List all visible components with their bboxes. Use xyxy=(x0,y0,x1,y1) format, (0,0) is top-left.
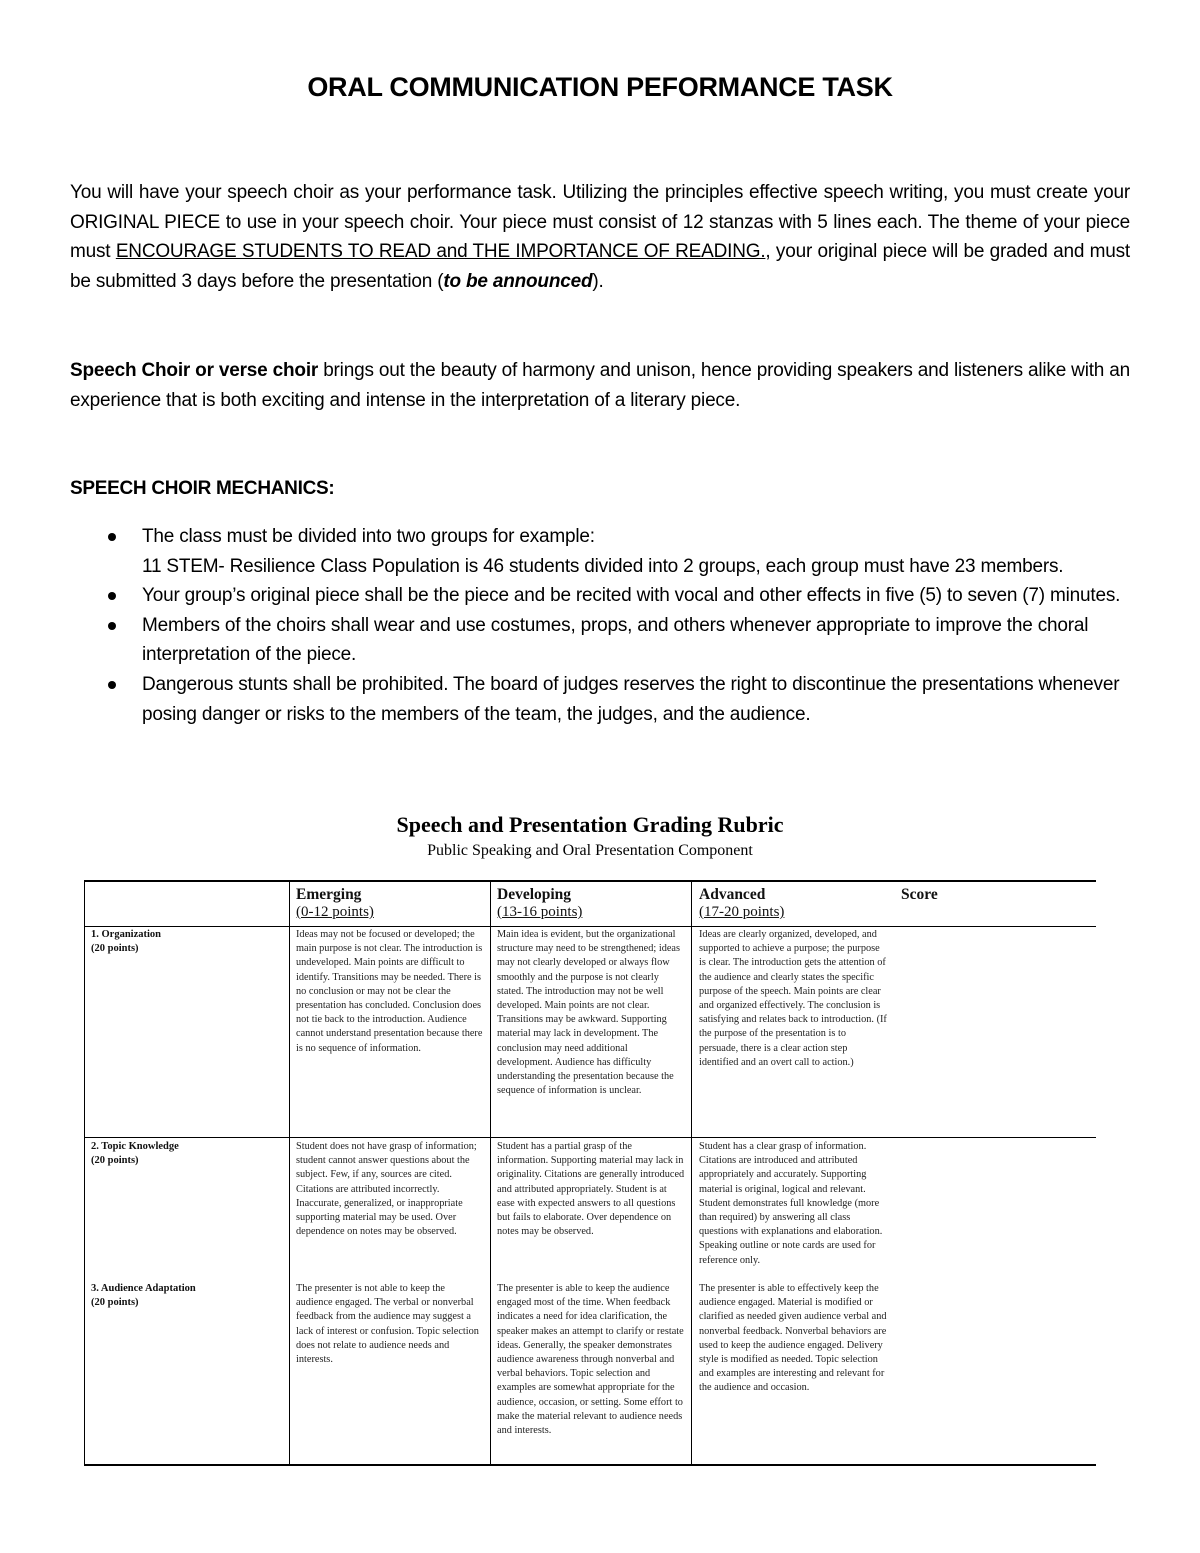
list-item xyxy=(70,611,1130,670)
intro-paragraph xyxy=(70,178,1130,296)
criterion-name: 2. Topic Knowledge xyxy=(91,1141,179,1152)
row-divider xyxy=(85,1137,1096,1138)
criterion-name: 3. Audience Adaptation xyxy=(91,1283,196,1294)
column-header-developing xyxy=(497,886,582,921)
column-label: Developing xyxy=(497,886,572,903)
column-divider xyxy=(289,882,290,1464)
definition-paragraph xyxy=(70,356,1130,415)
list-item xyxy=(70,522,1130,581)
rubric-table xyxy=(84,880,1096,1466)
criterion-weight: (20 points) xyxy=(91,1297,139,1308)
criterion-audience-adaptation xyxy=(91,1282,196,1310)
column-header-score xyxy=(901,886,938,904)
criterion-weight: (20 points) xyxy=(91,1155,139,1166)
definition-term: Speech Choir or verse choir xyxy=(70,360,319,381)
cell-topic-knowledge-advanced: Student has a clear grasp of information. Citations are introduced and attributed appropriately and accurately. Supporting material is original, logical and relevant. Student demonstrates full knowledge (more than required) by answering all class questions with explanations and elaboration. Speaking outline or note cards are used for reference only. xyxy=(699,1141,883,1266)
definition-text: brings out the beauty of harmony and unison, hence providing speakers and listeners alike with an experience that is both exciting and intense in the interpretation of a literary piece. xyxy=(70,360,1130,411)
mechanic-text: Your group’s original piece shall be the piece and be recited with vocal and other effects in five (5) to seven (7) minutes. xyxy=(142,585,1121,607)
rubric-title: Speech and Presentation Grading Rubric xyxy=(396,812,784,837)
criterion-weight: (20 points) xyxy=(91,943,139,954)
mechanic-text: Dangerous stunts shall be prohibited. The board of judges reserves the right to discontinue the presentations whenever posing danger or risks to the members of the team, the judges, and the audience. xyxy=(142,673,1120,725)
bullet-icon xyxy=(108,681,116,689)
column-label: Emerging xyxy=(296,886,362,903)
intro-theme-underlined: ENCOURAGE STUDENTS TO READ and THE IMPORTANCE OF READING. xyxy=(115,241,766,263)
column-points: (0-12 points) xyxy=(296,904,374,920)
bullet-icon xyxy=(108,622,116,630)
mechanics-heading: SPEECH CHOIR MECHANICS: xyxy=(70,478,335,499)
mechanics-list xyxy=(70,522,1130,729)
column-points: (13-16 points) xyxy=(497,904,583,920)
column-label: Score xyxy=(901,886,938,903)
column-label: Advanced xyxy=(699,886,766,903)
list-item xyxy=(70,581,1130,611)
cell-audience-adaptation-developing: The presenter is able to keep the audience engaged most of the time. When feedback indicates a need for idea clarification, the speaker makes an attempt to clarify or restate ideas. Generally, the speaker demonstrates audience awareness through nonverbal and verbal behaviors. Topic selection and examples are somewhat appropriate for the audience, occasion, or setting. Some effort to make the material relevant to audience needs and interests. xyxy=(497,1283,684,1437)
intro-text-1: You will have your speech choir as your performance task. Utilizing the principles effective speech writing, you must create your ORIGINAL PIECE to use in your speech choir. Your piece must consist of 12 stanzas with 5 lines each. The theme of your piece must xyxy=(70,182,1130,263)
page-title: ORAL COMMUNICATION PEFORMANCE TASK xyxy=(307,72,893,102)
cell-organization-advanced: Ideas are clearly organized, developed, and supported to achieve a purpose; the purpose is clear. The introduction gets the attention of the audience and clearly states the specific purpose of the speech. Main points are clear and organized effectively. The conclusion is satisfying and relates back to introduction. (If the purpose of the presentation is to persuade, there is a clear action step identified and an overt call to action.) xyxy=(699,929,887,1068)
mechanic-text: The class must be divided into two groups for example: xyxy=(142,526,595,547)
cell-organization-emerging: Ideas may not be focused or developed; the main purpose is not clear. The introduction is undeveloped. Main points are difficult to identify. Transitions may be needed. There is no conclusion or may not be clear the presentation has concluded. Conclusion does not tie back to the introduction. Audience cannot understand presentation because there is no sequence of information. xyxy=(296,929,483,1054)
criterion-name: 1. Organization xyxy=(91,929,161,940)
intro-text-2: , your original piece will be graded and must be submitted 3 days before the presentation ( xyxy=(70,241,1131,292)
row-divider xyxy=(85,926,1096,927)
criterion-organization xyxy=(91,928,161,956)
intro-text-3: ). xyxy=(592,270,604,292)
bullet-icon xyxy=(108,533,116,541)
column-header-advanced xyxy=(699,886,784,921)
column-divider xyxy=(490,882,491,1464)
cell-topic-knowledge-emerging: Student does not have grasp of information; student cannot answer questions about the subject. Few, if any, sources are cited. Citations are attributed incorrectly. Inaccurate, generalized, or inappropriate supporting material may be used. Over dependence on notes may be observed. xyxy=(296,1141,477,1238)
cell-audience-adaptation-emerging: The presenter is not able to keep the audience engaged. The verbal or nonverbal feedback from the audience may suggest a lack of interest or confusion. Topic selection does not relate to audience needs and interests. xyxy=(296,1283,479,1366)
criterion-topic-knowledge xyxy=(91,1140,179,1168)
column-points: (17-20 points) xyxy=(699,904,785,920)
intro-emphasis: to be announced xyxy=(443,270,593,292)
column-header-emerging xyxy=(296,886,374,921)
cell-audience-adaptation-advanced: The presenter is able to effectively keep the audience engaged. Material is modified or clarified as needed given audience verbal and nonverbal feedback. Nonverbal behaviors are used to keep the audience engaged. Delivery style is modified as needed. Topic selection and examples are interesting and relevant for the audience and occasion. xyxy=(699,1283,887,1394)
cell-topic-knowledge-developing: Student has a partial grasp of the information. Supporting material may lack in originality. Citations are generally introduced and attributed appropriately. Student is at ease with expected answers to all questions but fails to elaborate. Over dependence on notes may be observed. xyxy=(497,1141,685,1238)
column-divider xyxy=(691,882,692,1464)
bullet-icon xyxy=(108,592,116,600)
mechanic-text: Members of the choirs shall wear and use costumes, props, and others whenever appropriate to improve the choral interpretation of the piece. xyxy=(142,614,1089,666)
list-item xyxy=(70,670,1130,729)
mechanic-subtext: 11 STEM- Resilience Class Population is 46 students divided into 2 groups, each group must have 23 members. xyxy=(142,555,1064,577)
cell-organization-developing: Main idea is evident, but the organizational structure may need to be strengthened; ideas may not clearly developed or always flow smoothly and the purpose is not clearly stated. The introduction may not be well developed. Main points are not clear. Transitions may be awkward. Supporting material may lack in development. The conclusion may need additional development. Audience has difficulty understanding the presentation because the sequence of information is unclear. xyxy=(497,929,680,1097)
rubric-subtitle: Public Speaking and Oral Presentation Component xyxy=(427,842,753,859)
